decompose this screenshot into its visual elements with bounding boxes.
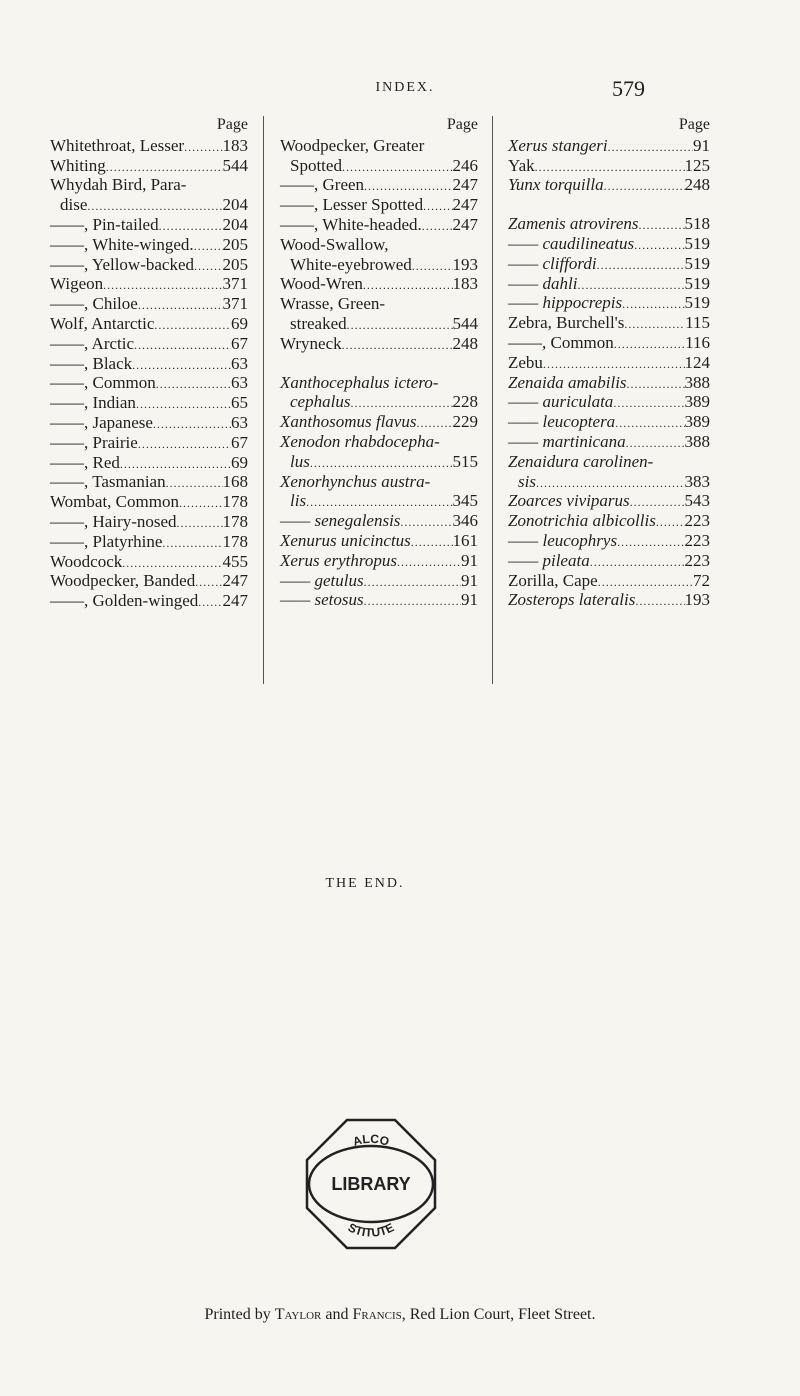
entry-name: Wigeon (50, 274, 104, 294)
index-entry (50, 295, 248, 315)
leader-dots (624, 315, 685, 334)
entry-page: 178 (222, 511, 248, 531)
entry-page: 63 (231, 353, 248, 373)
entry-name: —— martinicana (508, 431, 626, 451)
page-number: 579 (612, 76, 645, 101)
entry-page: 543 (684, 491, 710, 511)
leader-dots (156, 375, 231, 394)
leader-dots (162, 534, 222, 553)
entry-name: Zoarces viviparus (508, 491, 630, 511)
entry-name: Woodcock (50, 551, 123, 571)
entry-name: streaked (290, 313, 347, 333)
imprint-and: and (321, 1306, 353, 1323)
entry-page: 168 (222, 472, 248, 492)
leader-dots (138, 296, 223, 315)
entry-name: Wrasse, Green- (280, 294, 386, 314)
index-entry (280, 275, 478, 295)
entry-page: 345 (452, 491, 478, 511)
entry-name: Woodpecker, Greater (280, 135, 425, 155)
index-entry (508, 255, 710, 275)
printer-imprint (0, 1306, 800, 1324)
entry-page: 69 (231, 452, 248, 472)
index-entry (508, 532, 710, 552)
entry-name: Wolf, Antarctic (50, 313, 155, 333)
entry-name: Zamenis atrovirens (508, 214, 639, 234)
index-entry (280, 492, 478, 512)
entry-name: Yunx torquilla (508, 175, 604, 195)
entry-name: Yak (508, 155, 535, 175)
entry-name: Zosterops lateralis (508, 590, 636, 610)
entry-name: —— auriculata (508, 392, 614, 412)
entry-name: White-eyebrowed (290, 254, 412, 274)
leader-dots (543, 355, 685, 374)
leader-dots (120, 455, 231, 474)
entry-page: 183 (222, 135, 248, 155)
entry-page: 518 (684, 214, 710, 234)
entry-page: 193 (684, 590, 710, 610)
entry-name: —— hippocrepis (508, 293, 623, 313)
entry-name: Xanthocephalus ictero- (280, 372, 439, 392)
index-entry (508, 157, 710, 177)
index-entry (280, 176, 478, 196)
entry-page: 519 (684, 233, 710, 253)
index-entry (50, 473, 248, 493)
index-entry (508, 334, 710, 354)
leader-dots (614, 335, 685, 354)
leader-dots (627, 375, 685, 394)
index-entry (280, 453, 478, 473)
index-entry (50, 374, 248, 394)
entry-page: 223 (684, 511, 710, 531)
entry-page: 161 (452, 530, 478, 550)
entry-name: ——, Red (50, 452, 120, 472)
entry-name: Xerus erythropus (280, 550, 397, 570)
leader-dots (136, 395, 231, 414)
entry-name: ——, Lesser Spotted (280, 195, 424, 215)
entry-page: 247 (222, 571, 248, 591)
entry-page: 178 (222, 531, 248, 551)
entry-name: ——, Tasmanian (50, 472, 166, 492)
leader-dots (177, 514, 223, 533)
running-title: INDEX. (375, 80, 435, 95)
leader-dots (350, 394, 452, 413)
entry-name: Whitethroat, Lesser (50, 135, 185, 155)
entry-name: ——, Hairy-nosed (50, 511, 177, 531)
index-column-right (508, 116, 710, 611)
entry-page: 193 (452, 254, 478, 274)
entry-name: —— getulus (280, 570, 364, 590)
index-column-middle (280, 116, 478, 611)
entry-page: 69 (231, 313, 248, 333)
entry-page: 91 (461, 590, 478, 610)
entry-page: 515 (452, 451, 478, 471)
library-stamp (301, 1114, 441, 1254)
column-heading: Page (216, 116, 248, 133)
entry-name: Xerus stangeri (508, 135, 608, 155)
entry-name: lis (290, 491, 307, 511)
index-entry (50, 275, 248, 295)
index-entry (280, 512, 478, 532)
entry-name: Whydah Bird, Para- (50, 175, 187, 195)
index-entry (280, 572, 478, 592)
index-entry (508, 453, 710, 473)
index-entry (508, 137, 710, 157)
index-entry (280, 137, 478, 157)
entry-name: ——, Chiloe (50, 294, 138, 314)
index-entry (508, 552, 710, 572)
index-entry (280, 374, 478, 394)
index-entry (280, 216, 478, 236)
entry-name: ——, Prairie (50, 432, 138, 452)
entry-page: 519 (684, 253, 710, 273)
entry-page: 388 (684, 431, 710, 451)
index-entry (50, 513, 248, 533)
index-entry (280, 591, 478, 611)
leader-dots (106, 158, 223, 177)
leader-dots (364, 177, 452, 196)
index-entry (508, 235, 710, 255)
entry-page: 371 (222, 294, 248, 314)
leader-dots (154, 316, 231, 335)
index-entry (280, 196, 478, 216)
entry-page: 228 (452, 392, 478, 412)
entry-page: 346 (452, 511, 478, 531)
imprint-printer-2: Francis (352, 1306, 402, 1323)
index-entry (508, 512, 710, 532)
entry-page: 247 (452, 195, 478, 215)
leader-dots (617, 533, 684, 552)
leader-dots (604, 177, 685, 196)
index-entry (50, 196, 248, 216)
column-heading: Page (446, 116, 478, 133)
index-entry (508, 433, 710, 453)
index-entry (50, 355, 248, 375)
index-entry (50, 216, 248, 236)
entry-page: 247 (452, 214, 478, 234)
index-entry (50, 454, 248, 474)
leader-dots (412, 257, 453, 276)
entry-page: 204 (222, 214, 248, 234)
leader-dots (184, 138, 222, 157)
index-entry (50, 236, 248, 256)
entry-page: 389 (684, 412, 710, 432)
leader-dots (198, 593, 222, 612)
entry-page: 115 (685, 313, 710, 333)
leader-dots (535, 158, 685, 177)
stamp-center-text: LIBRARY (331, 1174, 411, 1194)
index-entry (508, 413, 710, 433)
index-entry (508, 215, 710, 235)
leader-dots (179, 494, 223, 513)
leader-dots (364, 573, 461, 592)
entry-name: Zonotrichia albicollis (508, 511, 656, 531)
leader-dots (194, 257, 222, 276)
running-head (0, 76, 800, 106)
index-entry (508, 473, 710, 493)
index-entry (508, 176, 710, 196)
leader-dots (134, 336, 231, 355)
entry-page: 72 (693, 570, 710, 590)
entry-page: 67 (231, 432, 248, 452)
entry-page: 389 (684, 392, 710, 412)
entry-page: 125 (684, 155, 710, 175)
entry-page: 383 (684, 471, 710, 491)
index-entry (50, 434, 248, 454)
entry-name: —— senegalensis (280, 511, 401, 531)
entry-name: ——, Arctic (50, 333, 135, 353)
entry-name: lus (290, 451, 310, 471)
leader-dots (364, 592, 461, 611)
index-column-left (50, 116, 248, 612)
entry-name: ——, White-winged. (50, 234, 194, 254)
leader-dots (639, 216, 685, 235)
entry-name: ——, Green (280, 175, 365, 195)
entry-name: —— leucoptera (508, 412, 616, 432)
entry-page: 178 (222, 492, 248, 512)
entry-name: —— pileata (508, 550, 590, 570)
index-entry (280, 295, 478, 315)
entry-name: ——, Japanese (50, 412, 153, 432)
entry-name: cephalus (290, 392, 351, 412)
entry-name: Zebra, Burchell's (508, 313, 625, 333)
entry-page: 91 (461, 570, 478, 590)
entry-name: Zebu (508, 352, 543, 372)
index-entry (508, 374, 710, 394)
entry-page: 183 (452, 274, 478, 294)
entry-page: 544 (222, 155, 248, 175)
the-end-text: THE END. (325, 876, 405, 891)
imprint-suffix: , Red Lion Court, Fleet Street. (401, 1306, 596, 1323)
index-entry (280, 473, 478, 493)
entry-page: 455 (222, 551, 248, 571)
leader-dots (342, 158, 453, 177)
index-entry (50, 315, 248, 335)
entry-name: Zorilla, Cape (508, 570, 598, 590)
leader-dots (153, 415, 231, 434)
entry-name: Spotted (290, 155, 342, 175)
leader-dots (194, 237, 223, 256)
index-entry (50, 414, 248, 434)
section-gap (508, 196, 710, 215)
entry-page: 63 (231, 373, 248, 393)
entry-page: 205 (222, 254, 248, 274)
leader-dots (630, 493, 685, 512)
index-entry (508, 294, 710, 314)
index-entry (50, 157, 248, 177)
leader-dots (122, 554, 222, 573)
index-entry (50, 256, 248, 276)
index-entry (508, 393, 710, 413)
leader-dots (132, 356, 231, 375)
entry-name: ——, Pin-tailed (50, 214, 159, 234)
entry-name: Zenaida amabilis (508, 372, 627, 392)
entry-page: 519 (684, 293, 710, 313)
leader-dots (590, 553, 685, 572)
leader-dots (613, 394, 684, 413)
leader-dots (608, 138, 693, 157)
leader-dots (103, 276, 222, 295)
column-heading: Page (678, 116, 710, 133)
leader-dots (306, 493, 452, 512)
entry-page: 124 (684, 352, 710, 372)
column-rule-right (492, 116, 493, 684)
entry-name: ——, Indian (50, 393, 136, 413)
index-entry (50, 394, 248, 414)
entry-name: ——, Yellow-backed (50, 254, 195, 274)
index-entry (280, 335, 478, 355)
entry-page: 388 (684, 372, 710, 392)
entry-page: 544 (452, 313, 478, 333)
index-entry (280, 433, 478, 453)
entry-page: 65 (231, 393, 248, 413)
entry-name: Zenaidura carolinen- (508, 451, 654, 471)
entry-name: Xanthosomus flavus (280, 412, 417, 432)
entry-page: 248 (452, 333, 478, 353)
leader-dots (615, 414, 684, 433)
entry-name: —— leucophrys (508, 530, 618, 550)
index-entry (280, 315, 478, 335)
entry-name: ——, Golden-winged (50, 591, 199, 611)
index-entry (50, 335, 248, 355)
entry-name: —— caudilineatus (508, 233, 635, 253)
entry-page: 223 (684, 550, 710, 570)
leader-dots (166, 474, 223, 493)
entry-page: 229 (452, 412, 478, 432)
entry-page: 247 (452, 175, 478, 195)
index-entry (50, 176, 248, 196)
index-entry (50, 572, 248, 592)
entry-name: —— dahli (508, 273, 578, 293)
index-entry (508, 591, 710, 611)
index-entry (280, 256, 478, 276)
index-entry (280, 413, 478, 433)
entry-name: Whiting (50, 155, 106, 175)
leader-dots (87, 197, 222, 216)
index-entry (50, 592, 248, 612)
leader-dots (416, 414, 452, 433)
index-entry (280, 552, 478, 572)
leader-dots (159, 217, 223, 236)
leader-dots (397, 553, 461, 572)
entry-name: ——, Black (50, 353, 133, 373)
entry-page: 205 (222, 234, 248, 254)
entry-page: 204 (222, 195, 248, 215)
entry-name: sis (518, 471, 536, 491)
leader-dots (626, 434, 685, 453)
index-entry (50, 533, 248, 553)
leader-dots (400, 513, 452, 532)
leader-dots (195, 573, 222, 592)
leader-dots (656, 513, 685, 532)
entry-page: 67 (231, 333, 248, 353)
entry-page: 91 (461, 550, 478, 570)
entry-name: Xenodon rhabdocepha- (280, 431, 440, 451)
index-entry (280, 236, 478, 256)
index-entry (508, 354, 710, 374)
entry-page: 91 (693, 135, 710, 155)
leader-dots (363, 276, 453, 295)
entry-name: —— cliffordi (508, 253, 597, 273)
stamp-top-text: ALCO (351, 1131, 391, 1149)
leader-dots (138, 435, 231, 454)
index-entry (280, 157, 478, 177)
imprint-prefix: Printed by (204, 1306, 275, 1323)
leader-dots (536, 474, 685, 493)
leader-dots (598, 573, 693, 592)
entry-name: Woodpecker, Banded (50, 571, 196, 591)
leader-dots (342, 336, 453, 355)
entry-name: ——, Common (50, 373, 156, 393)
imprint-printer-1: Taylor (274, 1306, 322, 1323)
leader-dots (422, 217, 453, 236)
entry-name: Wood-Wren (280, 274, 363, 294)
leader-dots (310, 454, 453, 473)
leader-dots (411, 533, 453, 552)
index-entry (508, 314, 710, 334)
entry-name: dise (60, 195, 88, 215)
entry-page: 116 (685, 332, 710, 352)
entry-page: 519 (684, 273, 710, 293)
leader-dots (423, 197, 452, 216)
index-entry (508, 572, 710, 592)
entry-page: 63 (231, 412, 248, 432)
entry-name: ——, Common (508, 332, 614, 352)
entry-name: Xenorhynchus austra- (280, 471, 431, 491)
stamp-bottom-text: STITUTE (345, 1220, 397, 1240)
entry-page: 247 (222, 591, 248, 611)
entry-page: 223 (684, 530, 710, 550)
index-entry (50, 553, 248, 573)
entry-page: 248 (684, 175, 710, 195)
index-entry (508, 492, 710, 512)
entry-name: Wryneck (280, 333, 342, 353)
index-entry (50, 493, 248, 513)
index-entry (280, 532, 478, 552)
entry-name: Xenurus unicinctus (280, 530, 411, 550)
entry-page: 246 (452, 155, 478, 175)
index-entry (50, 137, 248, 157)
column-rule-left (263, 116, 264, 684)
section-gap (280, 355, 478, 374)
entry-page: 371 (222, 274, 248, 294)
entry-name: —— setosus (280, 590, 364, 610)
leader-dots (597, 256, 685, 275)
entry-name: Wood-Swallow, (280, 234, 389, 254)
index-entry (280, 393, 478, 413)
leader-dots (622, 295, 684, 314)
entry-name: ——, Platyrhine (50, 531, 163, 551)
leader-dots (577, 276, 684, 295)
leader-dots (347, 316, 453, 335)
entry-name: Wombat, Common (50, 492, 179, 512)
leader-dots (635, 592, 684, 611)
index-entry (508, 275, 710, 295)
leader-dots (634, 236, 684, 255)
entry-name: ——, White-headed. (280, 214, 422, 234)
